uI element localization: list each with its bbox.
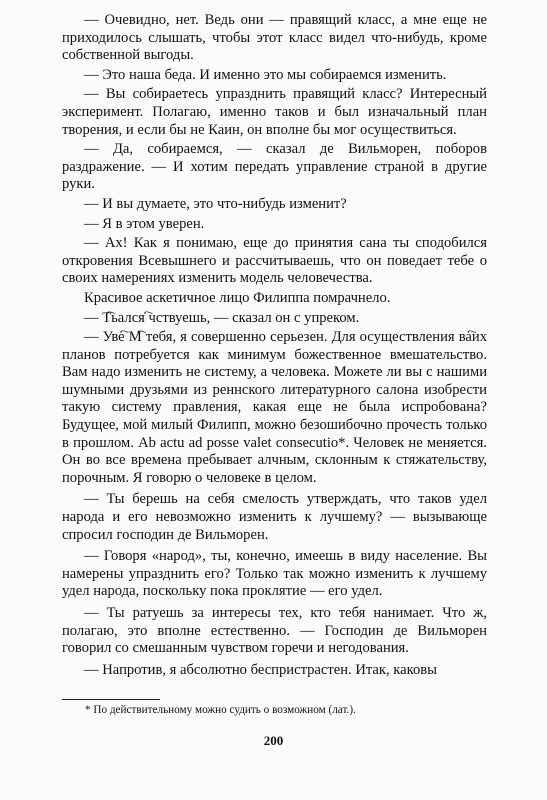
paragraph-1: — Очевидно, нет. Ведь они — правящий класс, а мне еще не приходилось слышать, чтобы этот класс видел что-нибудь, кроме собственной выгоды. <box>62 12 487 64</box>
footnote: * По действительному можно судить о возможном (лат.). <box>85 704 356 716</box>
paragraph-9: — Т҇ьался ҇чствуешь, — сказал он с упреком. <box>84 309 360 326</box>
paragraph-8: Красивое аскетичное лицо Филиппа помрачнело. <box>84 289 391 306</box>
paragraph-2: — Это наша беда. И именно это мы собираемся изменить. <box>84 66 447 83</box>
paragraph-13: — Ты ратуешь за интересы тех, кто тебя нанимает. Что ж, полагаю, это вполне естественно. — Господин де Вильморен говорил со смешанным чувством горечи и негодования. <box>62 605 487 657</box>
paragraph-6: — Я в этом уверен. <box>84 215 205 232</box>
paragraph-5: — И вы думаете, это что-нибудь изменит? <box>84 195 347 212</box>
paragraph-14: — Напротив, я абсолютно беспристрастен. Итак, каковы <box>84 661 437 678</box>
main-text <box>62 12 487 679</box>
page-number: 200 <box>263 733 284 748</box>
paragraph-7: — Ах! Как я понимаю, еще до принятия сана ты сподобился откровения Всевышнего и рассчитываешь, что он поведает тебе о своих намерениях изменить модель человечества. <box>62 235 487 287</box>
footnote-divider <box>62 699 160 700</box>
paragraph-4: — Да, собираемся, — сказал де Вильморен, поборов раздражение. — И хотим передать управление страной в другие руки. <box>62 141 487 193</box>
paragraph-3: — Вы собираетесь упразднить правящий класс? Интересный эксперимент. Полагаю, именно таков и был изначальный план творения, и если бы не Каин, он вполне бы мог осуществиться. <box>62 86 487 138</box>
paragraph-11: — Ты берешь на себя смелость утверждать, что таков удел народа и его невозможно изменить к лучшему? — вызывающе спросил господин де Вильморен. <box>62 491 487 543</box>
paragraph-12: — Говоря «народ», ты, конечно, имеешь в виду население. Вы намерены упразднить его? Только так можно изменить к лучшему удел народа, поскольку пока проклятие — его удел. <box>62 548 487 600</box>
paragraph-10: — Уве҇ М҇ тебя, я совершенно серьезен. Для осуществления ва҇их планов потребуется как минимум божественное вмешательство. Вам надо изменить не систему, а человека. Можете ли вы с нашими шумными друзьями из реннского литературного салона изобрести такую систему правления, какая еще не была испробована? Будущее, мой милый Филипп, можно безошибочно прочесть только в прошлом. Ab actu ad posse valet consecutio*. Человек не меняется. Он во все времена пребывает алчным, склонным к стяжательству, порочным. Я говорю о человеке в целом. <box>62 329 487 486</box>
